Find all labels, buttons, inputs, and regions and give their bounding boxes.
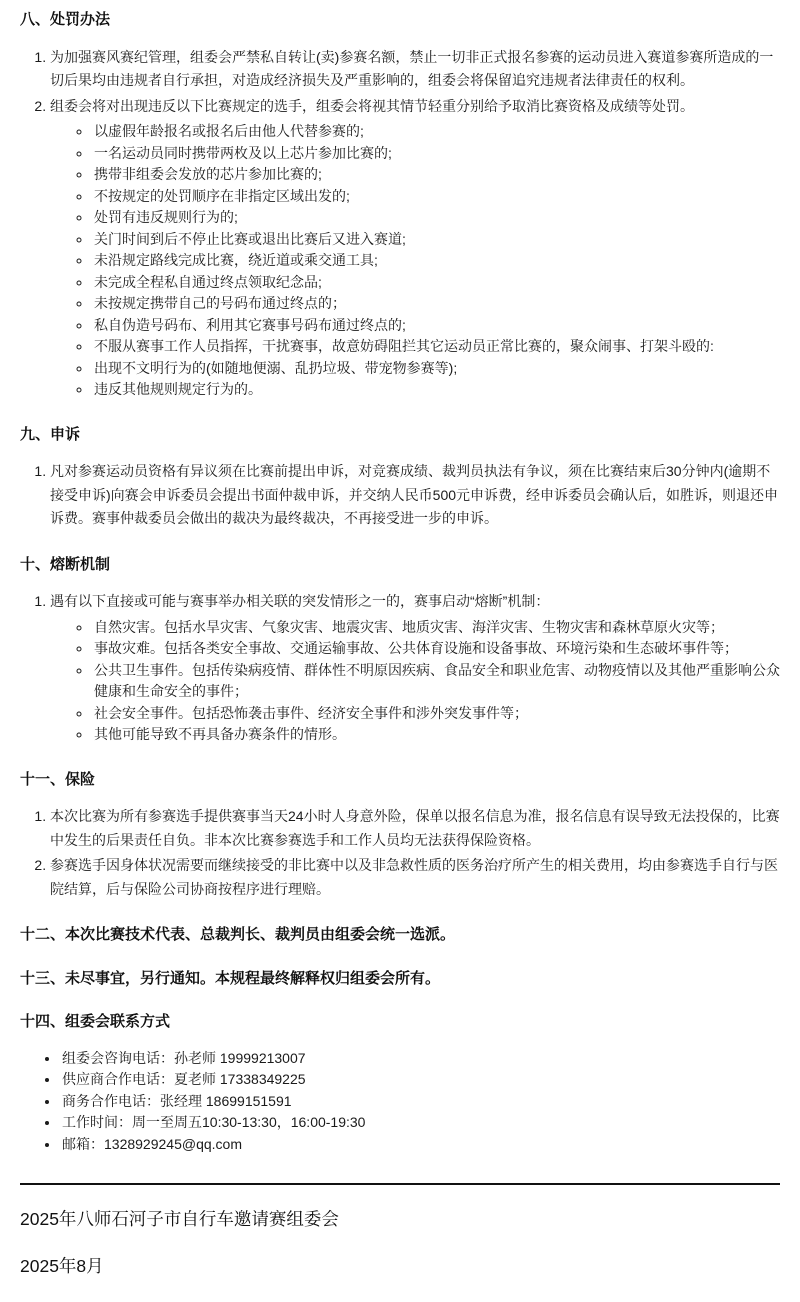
document-footer [20,1207,780,1278]
circuit-breaker-item-1 [50,590,780,746]
violation-item: ◦ 违反其他规则规定行为的。 [92,379,780,401]
section-appeals-heading: 九、申诉 [20,425,81,443]
appeals-item-1: 1. 凡对参赛运动员资格有异议须在比赛前提出申诉，对竞赛成绩、裁判员执法有争议，须在比赛结束后30分钟内(逾期不接受申诉)向赛会申诉委员会提出书面仲裁申诉，并交纳人民币500元申诉费，经申诉委员会确认后，如胜诉，则退还申诉费。赛事仲裁委员会做出的裁决为最终裁决，不再接受进一步的申诉。 [50,460,780,531]
penalties-item-1: 1. 为加强赛风赛纪管理，组委会严禁私自转让(卖)参赛名额，禁止一切非正式报名参赛的运动员进入赛道参赛所造成的一切后果均由违规者自行承担，对造成经济损失及严重影响的，组委会将保留追究违规者法律责任的权利。 [50,46,780,93]
emergency-case-item: ◦ 自然灾害。包括水旱灾害、气象灾害、地震灾害、地质灾害、海洋灾害、生物灾害和森林草原火灾等； [92,617,780,639]
emergency-case-item: ◦ 其他可能导致不再具备办赛条件的情形。 [92,724,780,746]
contact-list [20,1048,780,1156]
violations-list [50,121,780,401]
committee-signature: 2025年八师石河子市自行车邀请赛组委会 [20,1209,339,1229]
section-penalties-heading: 八、处罚办法 [20,11,111,28]
contact-item-work-hours: • 工作时间：周一至周五10:30-13:30，16:00-19:30 [60,1112,780,1134]
violation-item: ◦ 未按规定携带自己的号码布通过终点的； [92,293,780,315]
insurance-item-2: 2. 参赛选手因身体状况需要而继续接受的非比赛中以及非急救性质的医务治疗所产生的相关费用，均由参赛选手自行与医院结算，后与保险公司协商按程序进行理赔。 [50,854,780,901]
contact-item-supplier-phone: • 供应商合作电话：夏老师 17338349225 [60,1069,780,1091]
section-insurance [20,770,780,902]
violation-item: ◦ 以虚假年龄报名或报名后由他人代替参赛的; [92,121,780,143]
violation-item: ◦ 未沿规定路线完成比赛，绕近道或乘交通工具; [92,250,780,272]
circuit-breaker-item-1-text: 遇有以下直接或可能与赛事举办相关联的突发情形之一的，赛事启动“熔断”机制： [50,593,550,609]
violation-item: ◦ 未完成全程私自通过终点领取纪念品; [92,272,780,294]
emergency-case-item: ◦ 社会安全事件。包括恐怖袭击事件、经济安全事件和涉外突发事件等； [92,703,780,725]
date-signature: 2025年8月 [20,1255,104,1276]
section-officials-heading: 十二、本次比赛技术代表、总裁判长、裁判员由组委会统一选派。 [20,926,456,943]
violation-item: ◦ 携带非组委会发放的芯片参加比赛的; [92,164,780,186]
penalties-item-2-text: 组委会将对出现违反以下比赛规定的选手，组委会将视其情节轻重分别给予取消比赛资格及成绩等处罚。 [50,97,694,114]
contact-item-consult-phone: • 组委会咨询电话：孙老师 19999213007 [60,1048,780,1070]
emergency-case-item: ◦ 公共卫生事件。包括传染病疫情、群体性不明原因疾病、食品安全和职业危害、动物疫情以及其他严重影响公众健康和生命安全的事件； [92,660,780,703]
section-insurance-heading: 十一、保险 [20,770,96,788]
emergency-case-item: ◦ 事故灾难。包括各类安全事故、交通运输事故、公共体育设施和设备事故、环境污染和生态破坏事件等； [92,638,780,660]
violation-item: ◦ 处罚有违反规则行为的; [92,207,780,229]
insurance-list [20,805,780,901]
section-contact [20,1012,780,1155]
penalties-list [20,46,780,401]
section-appeals [20,425,780,531]
insurance-item-1: 1. 本次比赛为所有参赛选手提供赛事当天24小时人身意外险，保单以报名信息为准，报名信息有误导致无法投保的，比赛中发生的后果责任自负。非本次比赛参赛选手和工作人员均无法获得保险资格。 [50,805,780,852]
circuit-breaker-list [20,590,780,746]
violation-item: ◦ 不服从赛事工作人员指挥，干扰赛事，故意妨碍阻拦其它运动员正常比赛的，聚众闹事、打架斗殴的: [92,336,780,358]
section-contact-heading: 十四、组委会联系方式 [20,1013,171,1030]
violation-item: ◦ 不按规定的处罚顺序在非指定区域出发的; [92,186,780,208]
contact-item-business-phone: • 商务合作电话：张经理 18699151591 [60,1091,780,1113]
violation-item: ◦ 关门时间到后不停止比赛或退出比赛后又进入赛道; [92,229,780,251]
section-circuit-breaker [20,555,780,746]
regulations-document [20,10,780,1278]
violation-item: ◦ 一名运动员同时携带两枚及以上芯片参加比赛的; [92,143,780,165]
section-misc-heading: 十三、未尽事宜，另行通知。本规程最终解释权归组委会所有。 [20,969,441,987]
section-circuit-breaker-heading: 十、熔断机制 [20,555,111,573]
section-penalties [20,10,780,401]
footer-divider [20,1183,780,1185]
contact-item-email: • 邮箱：1328929245@qq.com [60,1134,780,1156]
penalties-item-2 [50,95,780,401]
violation-item: ◦ 出现不文明行为的(如随地便溺、乱扔垃圾、带宠物参赛等); [92,358,780,380]
appeals-list [20,460,780,531]
emergency-cases-list [50,617,780,746]
violation-item: ◦ 私自伪造号码布、利用其它赛事号码布通过终点的; [92,315,780,337]
